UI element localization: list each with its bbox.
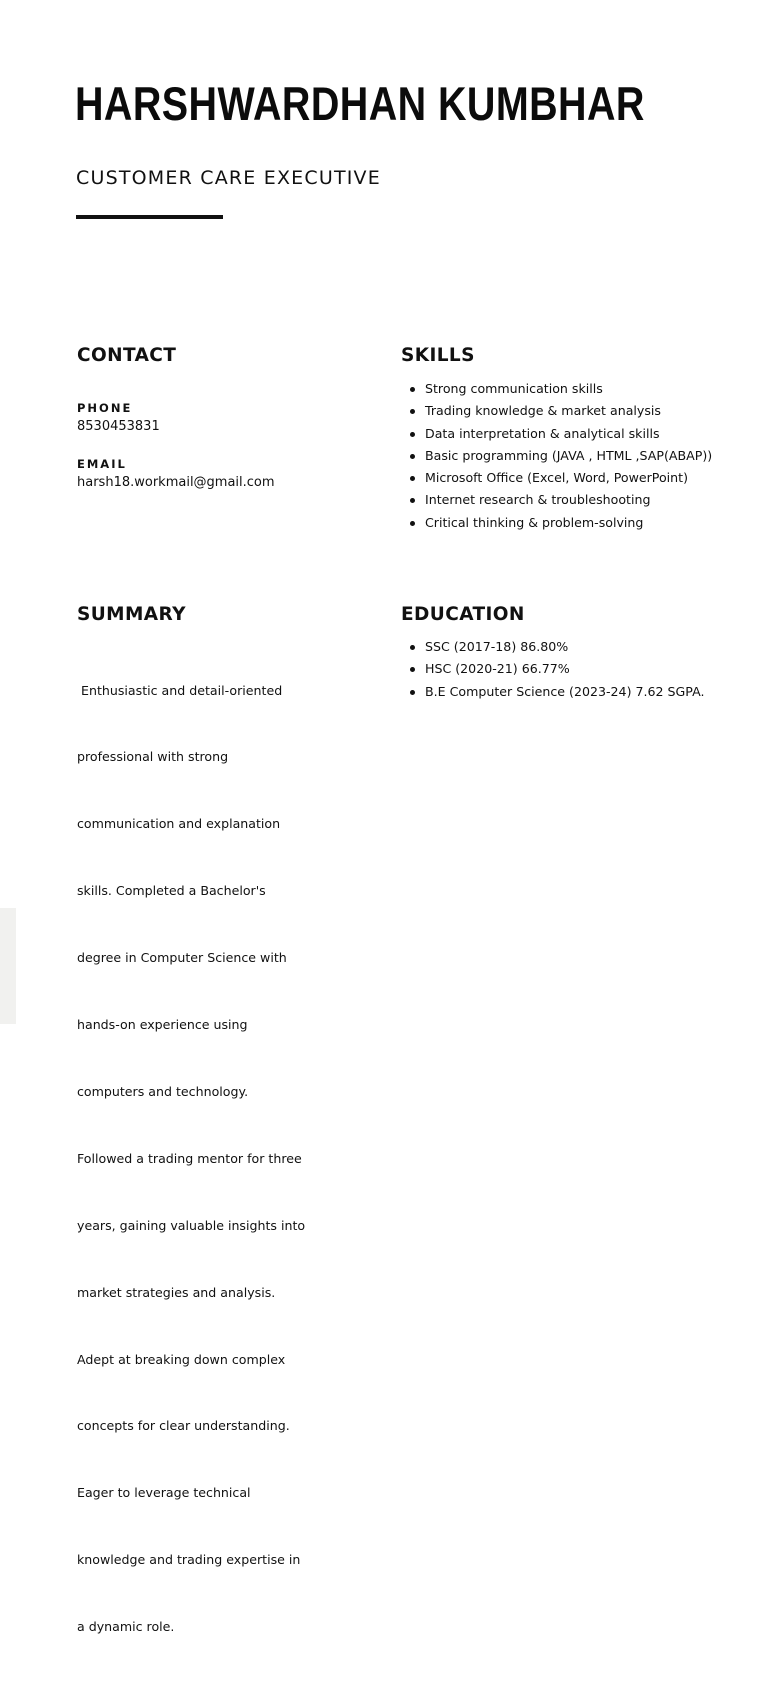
summary-line: Enthusiastic and detail-oriented bbox=[77, 682, 283, 698]
summary-text bbox=[77, 635, 313, 1683]
candidate-name: HARSHWARDHAN KUMBHAR bbox=[75, 77, 645, 130]
summary-line: knowledge and trading expertise in bbox=[77, 1552, 301, 1568]
skill-item: Critical thinking & problem-solving bbox=[409, 512, 729, 534]
summary-line: years, gaining valuable insights into bbox=[77, 1217, 306, 1233]
skill-item: Microsoft Office (Excel, Word, PowerPoint) bbox=[409, 467, 729, 489]
skill-item: Trading knowledge & market analysis bbox=[409, 400, 729, 422]
summary-line: Adept at breaking down complex bbox=[77, 1351, 286, 1367]
summary-line: computers and technology. bbox=[77, 1083, 249, 1099]
summary-line: concepts for clear understanding. bbox=[77, 1418, 290, 1434]
summary-line: communication and explanation bbox=[77, 816, 281, 832]
phone-value: 8530453831 bbox=[77, 419, 160, 434]
email-value: harsh18.workmail@gmail.com bbox=[77, 475, 275, 490]
skills-list bbox=[409, 378, 729, 534]
side-decor-strip bbox=[0, 908, 16, 1024]
summary-line: professional with strong bbox=[77, 749, 229, 765]
skill-item: Basic programming (JAVA , HTML ,SAP(ABAP)) bbox=[409, 445, 729, 467]
education-heading: EDUCATION bbox=[401, 604, 525, 625]
summary-line: Followed a trading mentor for three bbox=[77, 1150, 302, 1166]
summary-line: a dynamic role. bbox=[77, 1619, 175, 1635]
education-item: SSC (2017-18) 86.80% bbox=[409, 636, 709, 658]
email-label: EMAIL bbox=[77, 457, 127, 471]
summary-line: market strategies and analysis. bbox=[77, 1284, 276, 1300]
summary-line: hands-on experience using bbox=[77, 1017, 248, 1033]
skill-item: Strong communication skills bbox=[409, 378, 729, 400]
education-item: B.E Computer Science (2023-24) 7.62 SGPA. bbox=[409, 681, 709, 697]
summary-heading: SUMMARY bbox=[77, 604, 186, 625]
skills-heading: SKILLS bbox=[401, 345, 475, 366]
phone-label: PHONE bbox=[77, 401, 133, 415]
skill-item: Internet research & troubleshooting bbox=[409, 489, 729, 511]
education-list bbox=[409, 636, 709, 697]
job-title: CUSTOMER CARE EXECUTIVE bbox=[76, 167, 381, 189]
summary-line: Eager to leverage technical bbox=[77, 1485, 251, 1501]
summary-line: degree in Computer Science with bbox=[77, 950, 287, 966]
education-item: HSC (2020-21) 66.77% bbox=[409, 658, 709, 680]
summary-line: skills. Completed a Bachelor's bbox=[77, 883, 266, 899]
contact-heading: CONTACT bbox=[77, 345, 177, 366]
title-divider bbox=[76, 215, 223, 219]
skill-item: Data interpretation & analytical skills bbox=[409, 423, 729, 445]
